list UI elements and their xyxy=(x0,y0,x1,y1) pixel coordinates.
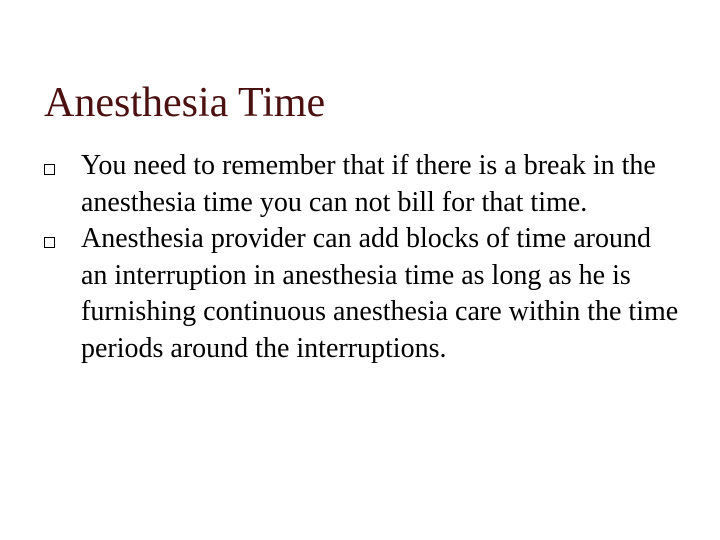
hollow-square-bullet-icon xyxy=(44,164,55,175)
bullet-list xyxy=(44,148,684,367)
bullet-text: Anesthesia provider can add blocks of time around an interruption in anesthesia time as long as he is furnishing continuous anesthesia care within the time periods around the interruptions. xyxy=(81,223,679,364)
hollow-square-bullet-icon xyxy=(44,237,55,248)
list-item xyxy=(44,148,684,221)
bullet-text: You need to remember that if there is a break in the anesthesia time you can not bill for that time. xyxy=(81,150,656,218)
slide-title: Anesthesia Time xyxy=(44,80,326,126)
list-item xyxy=(44,221,684,367)
